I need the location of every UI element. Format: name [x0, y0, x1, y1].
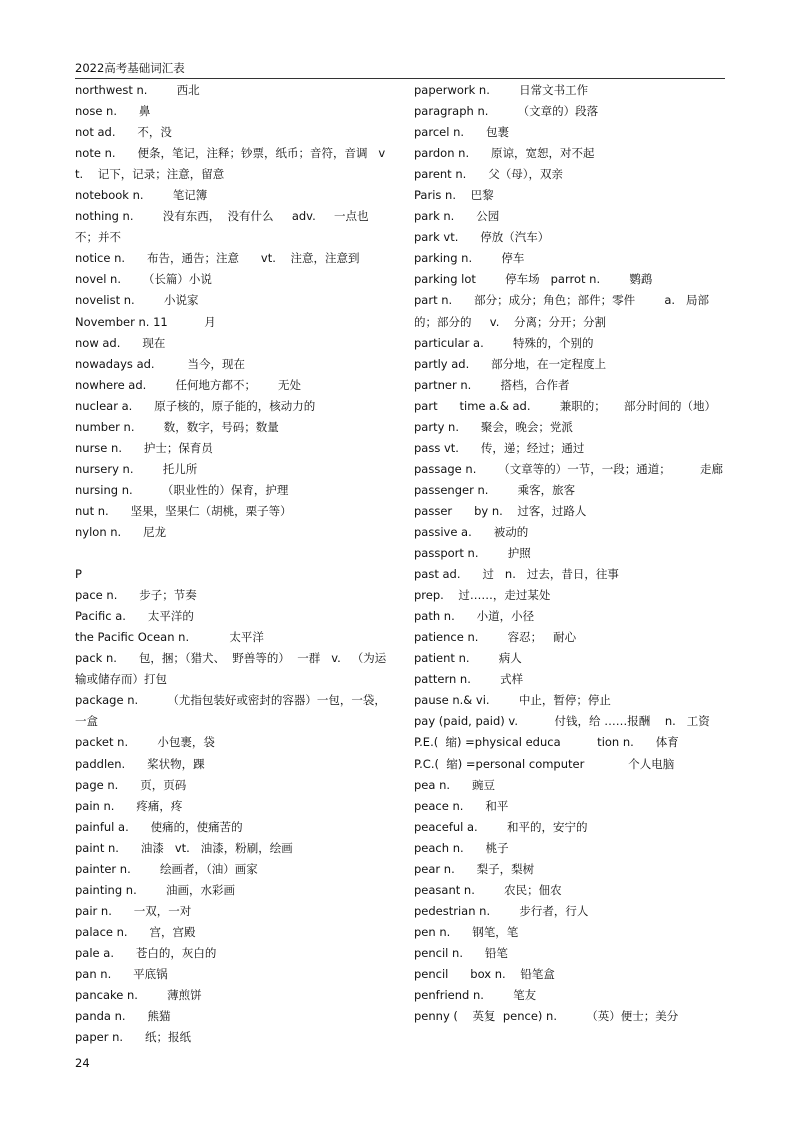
vocab-entry: P.E.( 缩) =physical educa tion n. 体育 [414, 735, 679, 750]
vocab-entry: novelist n. 小说家 [75, 293, 199, 308]
vocab-entry: pack n. 包，捆；（猎犬、 野兽等的） 一群 v. （为运输或储存而）打包 [75, 651, 387, 687]
vocab-entry: passer by n. 过客，过路人 [414, 503, 587, 518]
vocab-entry: parcel n. 包裹 [414, 125, 509, 140]
vocab-entry: pea n. 豌豆 [414, 777, 495, 792]
vocab-entry: nose n. 鼻 [75, 104, 151, 119]
vocab-entry: nurse n. 护士；保育员 [75, 440, 213, 455]
vocab-entry: painting n. 油画，水彩画 [75, 882, 235, 897]
vocab-entry: Paris n. 巴黎 [414, 188, 494, 203]
vocab-entry: now ad. 现在 [75, 335, 166, 350]
vocab-entry: not ad. 不，没 [75, 125, 172, 140]
vocab-entry: part time a.& ad. 兼职的； 部分时间的（地） [414, 398, 717, 413]
vocab-entry: nut n. 坚果，坚果仁（胡桃，栗子等） [75, 503, 292, 518]
vocab-entry: peach n. 桃子 [414, 840, 509, 855]
vocab-entry: pace n. 步子；节奏 [75, 588, 197, 603]
vocab-entry: past ad. 过 n. 过去，昔日，往事 [414, 567, 619, 582]
vocab-entry: particular a. 特殊的，个别的 [414, 335, 594, 350]
vocab-entry: nowhere ad. 任何地方都不； 无处 [75, 377, 301, 392]
vocab-entry: peasant n. 农民；佃农 [414, 882, 562, 897]
vocab-entry: painter n. 绘画者，（油）画家 [75, 861, 258, 876]
vocab-entry: northwest n. 西北 [75, 83, 200, 97]
vocab-entry: path n. 小道，小径 [414, 609, 535, 624]
vocab-entry: paddlen. 桨状物，踝 [75, 756, 205, 771]
vocab-entry: penny ( 英复 pence) n. （英）便士；美分 [414, 1009, 679, 1024]
vocab-entry: paperwork n. 日常文书工作 [414, 83, 589, 97]
vocab-entry: partly ad. 部分地，在一定程度上 [414, 356, 607, 371]
vocab-entry: patient n. 病人 [414, 651, 522, 666]
vocab-entry: part n. 部分；成分；角色；部件；零件 a. 局部的；部分的 v. 分离；分开；分割 [414, 293, 710, 329]
vocab-entry: palace n. 宫，宫殿 [75, 924, 196, 939]
vocab-entry: note n. 便条，笔记，注释；钞票，纸币；音符，音调 vt. 记下，记录；注意，留意 [75, 146, 386, 182]
blank-line [75, 543, 390, 564]
vocab-entry: prep. 过……，走过某处 [414, 588, 551, 603]
vocab-entry: pattern n. 式样 [414, 672, 524, 687]
vocab-entry: pair n. 一双，一对 [75, 903, 192, 918]
vocab-entry: P.C.( 缩) =personal computer 个人电脑 [414, 756, 675, 771]
vocab-entry: passage n. （文章等的）一节，一段；通道； 走廊 [414, 461, 724, 476]
vocab-entry: patience n. 容忍； 耐心 [414, 630, 577, 645]
vocab-entry: passenger n. 乘客，旅客 [414, 482, 576, 497]
vocab-entry: notice n. 布告，通告；注意 vt. 注意，注意到 [75, 251, 360, 266]
vocab-entry: nylon n. 尼龙 [75, 524, 167, 539]
vocab-entry: park n. 公园 [414, 209, 500, 224]
vocab-entry: page n. 页，页码 [75, 777, 187, 792]
section-letter: P [75, 567, 82, 582]
vocab-entry: pardon n. 原谅，宽恕，对不起 [414, 146, 595, 161]
vocab-entry: pass vt. 传，递；经过；通过 [414, 440, 585, 455]
vocab-entry: pause n.& vi. 中止，暂停；停止 [414, 693, 611, 708]
header-rule [75, 78, 725, 79]
vocab-entry: packet n. 小包裹，袋 [75, 735, 215, 750]
vocab-entry: pan n. 平底锅 [75, 966, 168, 981]
vocab-entry: paint n. 油漆 vt. 油漆，粉刷，绘画 [75, 840, 293, 855]
vocab-entry: pear n. 梨子，梨树 [414, 861, 535, 876]
vocab-entry: nothing n. 没有东西， 没有什么 adv. 一点也不；并不 [75, 209, 369, 245]
right-column [414, 80, 726, 1027]
vocab-entry: pay (paid, paid) v. 付钱，给 ……报酬 n. 工资 [414, 714, 710, 729]
vocab-entry: pen n. 钢笔，笔 [414, 924, 519, 939]
vocab-entry: panda n. 熊猫 [75, 1009, 171, 1024]
vocab-entry: number n. 数，数字，号码；数量 [75, 419, 279, 434]
vocab-entry: pancake n. 薄煎饼 [75, 988, 202, 1003]
vocab-entry: painful a. 使痛的，使痛苦的 [75, 819, 243, 834]
vocab-entry: peace n. 和平 [414, 798, 509, 813]
vocab-entry: pale a. 苍白的，灰白的 [75, 945, 217, 960]
vocab-entry: passive a. 被动的 [414, 524, 529, 539]
vocab-entry: partner n. 搭档，合作者 [414, 377, 570, 392]
vocab-entry: passport n. 护照 [414, 546, 531, 561]
vocab-entry: nuclear a. 原子核的，原子能的，核动力的 [75, 398, 316, 413]
page-header-title: 2022高考基础词汇表 [75, 61, 185, 75]
vocab-entry: the Pacific Ocean n. 太平洋 [75, 630, 264, 645]
vocab-entry: paper n. 纸；报纸 [75, 1030, 191, 1045]
vocab-entry: pencil n. 铅笔 [414, 945, 508, 960]
vocab-entry: parking lot 停车场 parrot n. 鹦鹉 [414, 272, 653, 287]
vocab-entry: notebook n. 笔记簿 [75, 188, 208, 203]
vocab-entry: Pacific a. 太平洋的 [75, 609, 194, 624]
vocab-entry: pencil box n. 铅笔盒 [414, 966, 555, 981]
vocab-entry: pain n. 疼痛，疼 [75, 798, 183, 813]
vocab-entry: peaceful a. 和平的，安宁的 [414, 819, 588, 834]
vocab-entry: package n. （尤指包装好或密封的容器）一包，一袋，一盒 [75, 693, 386, 729]
vocab-entry: nursing n. （职业性的）保育，护理 [75, 482, 289, 497]
vocab-entry: novel n. （长篇）小说 [75, 272, 212, 287]
vocab-entry: parking n. 停车 [414, 251, 525, 266]
vocab-entry: parent n. 父（母），双亲 [414, 167, 563, 182]
vocab-entry: penfriend n. 笔友 [414, 988, 537, 1003]
left-column [75, 80, 390, 1048]
vocab-entry: November n. 11 月 [75, 314, 216, 329]
vocab-entry: park vt. 停放（汽车） [414, 230, 550, 245]
page-number: 24 [75, 1056, 90, 1070]
vocab-entry: party n. 聚会，晚会；党派 [414, 419, 573, 434]
vocab-entry: nursery n. 托儿所 [75, 461, 198, 476]
vocab-entry: nowadays ad. 当今，现在 [75, 356, 245, 371]
vocab-entry: pedestrian n. 步行者，行人 [414, 903, 589, 918]
vocab-entry: paragraph n. （文章的）段落 [414, 104, 599, 119]
